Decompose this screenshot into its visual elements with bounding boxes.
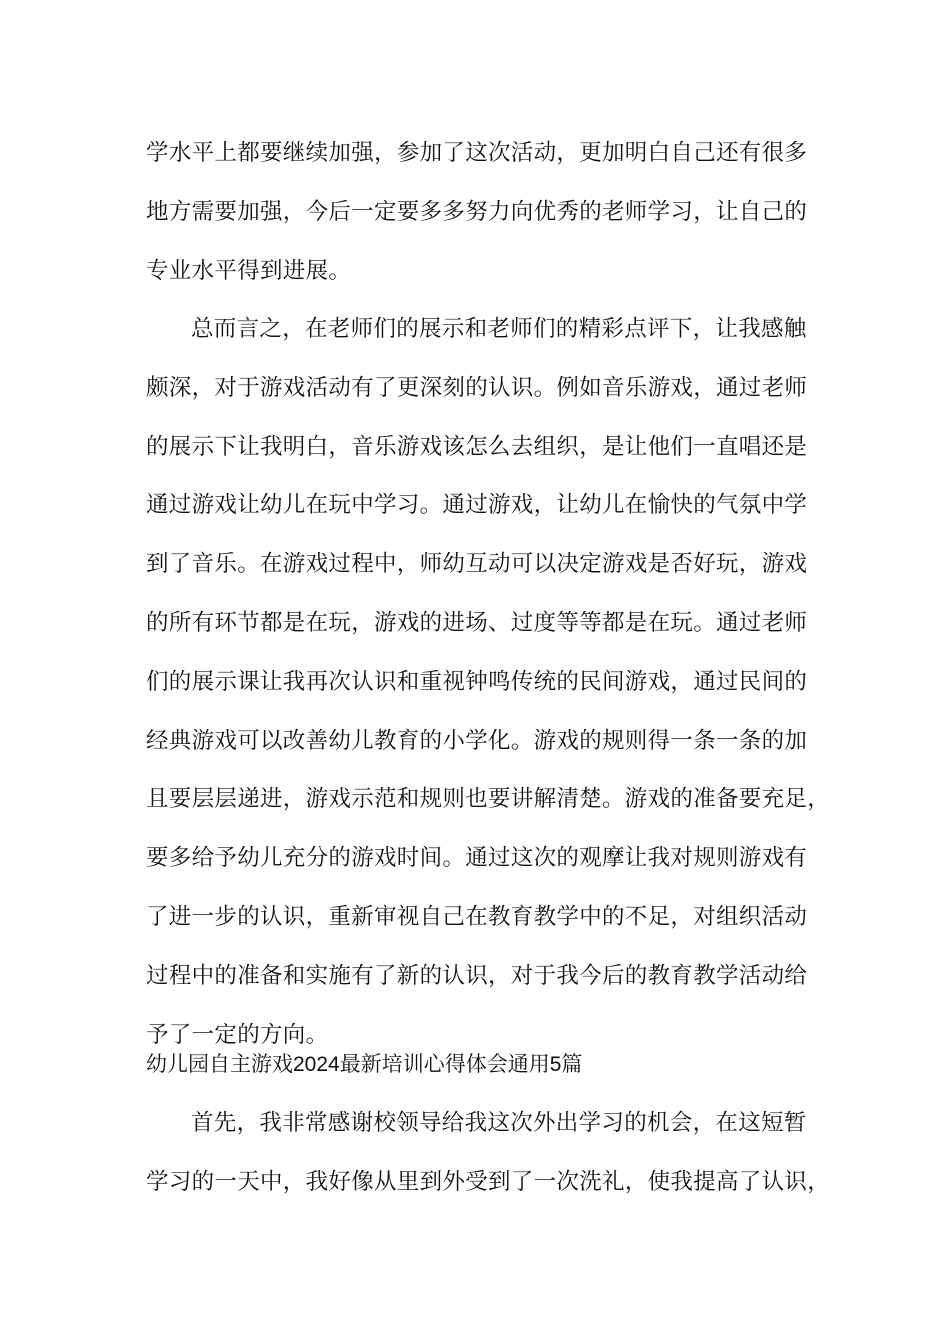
text-line: 首先，我非常感谢校领导给我这次外出学习的机会，在这短暂 xyxy=(191,1110,807,1136)
text-line: 们的展示课让我再次认识和重视钟鸣传统的民间游戏，通过民间的 xyxy=(146,668,808,695)
text-line: 专业水平得到进展。 xyxy=(146,257,352,284)
text-line: 的展示下让我明白，音乐游戏该怎么去组织，是让他们一直唱还是 xyxy=(146,433,808,460)
paragraph-2 xyxy=(146,300,836,1064)
text-line: 要多给予幼儿充分的游戏时间。通过这次的观摩让我对规则游戏有 xyxy=(146,845,808,872)
text-line: 过程中的准备和实施有了新的认识，对于我今后的教育教学活动给 xyxy=(146,962,808,989)
text-line: 总而言之，在老师们的展示和老师们的精彩点评下，让我感触 xyxy=(191,316,807,342)
section-heading: 幼儿园自主游戏2024最新培训心得体会通用5篇 xyxy=(146,1053,583,1076)
text-line: 学水平上都要继续加强，参加了这次活动，更加明白自己还有很多 xyxy=(146,140,808,166)
text-line: 的所有环节都是在玩，游戏的进场、过度等等都是在玩。通过老师 xyxy=(146,609,808,636)
paragraph-1 xyxy=(146,124,836,300)
text-line: 通过游戏让幼儿在玩中学习。通过游戏，让幼儿在愉快的气氛中学 xyxy=(146,492,808,519)
text-line: 予了一定的方向。 xyxy=(146,1021,329,1048)
text-line: 了进一步的认识，重新审视自己在教育教学中的不足，对组织活动 xyxy=(146,903,808,930)
text-line: 颇深，对于游戏活动有了更深刻的认识。例如音乐游戏，通过老师 xyxy=(146,374,808,401)
text-line: 且要层层递进，游戏示范和规则也要讲解清楚。游戏的准备要充足， xyxy=(146,786,831,813)
text-line: 地方需要加强，今后一定要多多努力向优秀的老师学习，让自己的 xyxy=(146,198,808,225)
paragraph-3 xyxy=(146,1094,836,1212)
text-line: 经典游戏可以改善幼儿教育的小学化。游戏的规则得一条一条的加 xyxy=(146,727,808,754)
text-line: 学习的一天中，我好像从里到外受到了一次洗礼，使我提高了认识， xyxy=(146,1168,831,1195)
text-line: 到了音乐。在游戏过程中，师幼互动可以决定游戏是否好玩，游戏 xyxy=(146,551,808,578)
